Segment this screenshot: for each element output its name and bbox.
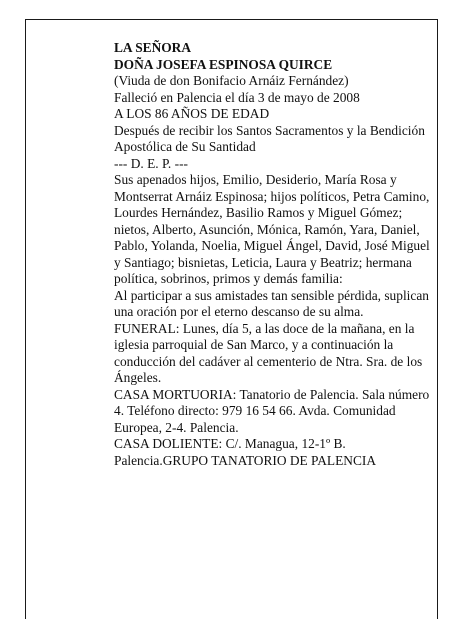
family-paragraph: Sus apenados hijos, Emilio, Desiderio, María Rosa y Montserrat Arnáiz Espinosa; hijos políticos, Petra Camino, Lourdes Hernández, Basilio Ramos y Miguel Gómez; nietos, Alberto, Asunción, Mónica, Ramón, Yara, Daniel, Pablo, Yolanda, Noelia, Miguel Ángel, David, José Miguel y Santiago; bisnietas, Leticia, Laura y Beatriz; hermana política, sobrinos, primos y demás familia:: [114, 172, 430, 286]
rip-line: --- D. E. P. ---: [114, 155, 189, 171]
death-line: Falleció en Palencia el día 3 de mayo de 2008: [114, 89, 360, 105]
casa-mortuoria-paragraph: CASA MORTUORIA: Tanatorio de Palencia. Sala número 4. Teléfono directo: 979 16 54 66. Avda. Comunidad Europea, 2-4. Palencia.: [114, 386, 430, 435]
deceased-name: DOÑA JOSEFA ESPINOSA QUIRCE: [114, 56, 333, 72]
obituary-notice: [114, 40, 432, 469]
casa-doliente-paragraph: CASA DOLIENTE: C/. Managua, 12-1º B. Palencia.GRUPO TANATORIO DE PALENCIA: [114, 436, 377, 468]
widow-line: (Viuda de don Bonifacio Arnáiz Fernández): [114, 73, 349, 88]
age-line: A LOS 86 AÑOS DE EDAD: [114, 106, 270, 121]
request-paragraph: Al participar a sus amistades tan sensible pérdida, suplican una oración por el eterno descanso de su alma.: [114, 287, 429, 319]
sacraments-paragraph: Después de recibir los Santos Sacramentos y la Bendición Apostólica de Su Santidad: [114, 122, 425, 154]
notice-title: LA SEÑORA: [114, 40, 192, 55]
funeral-paragraph: FUNERAL: Lunes, día 5, a las doce de la mañana, en la iglesia parroquial de San Marco, y a continuación la conducción del cadáver al cementerio de Ntra. Sra. de los Ángeles.: [114, 320, 423, 385]
